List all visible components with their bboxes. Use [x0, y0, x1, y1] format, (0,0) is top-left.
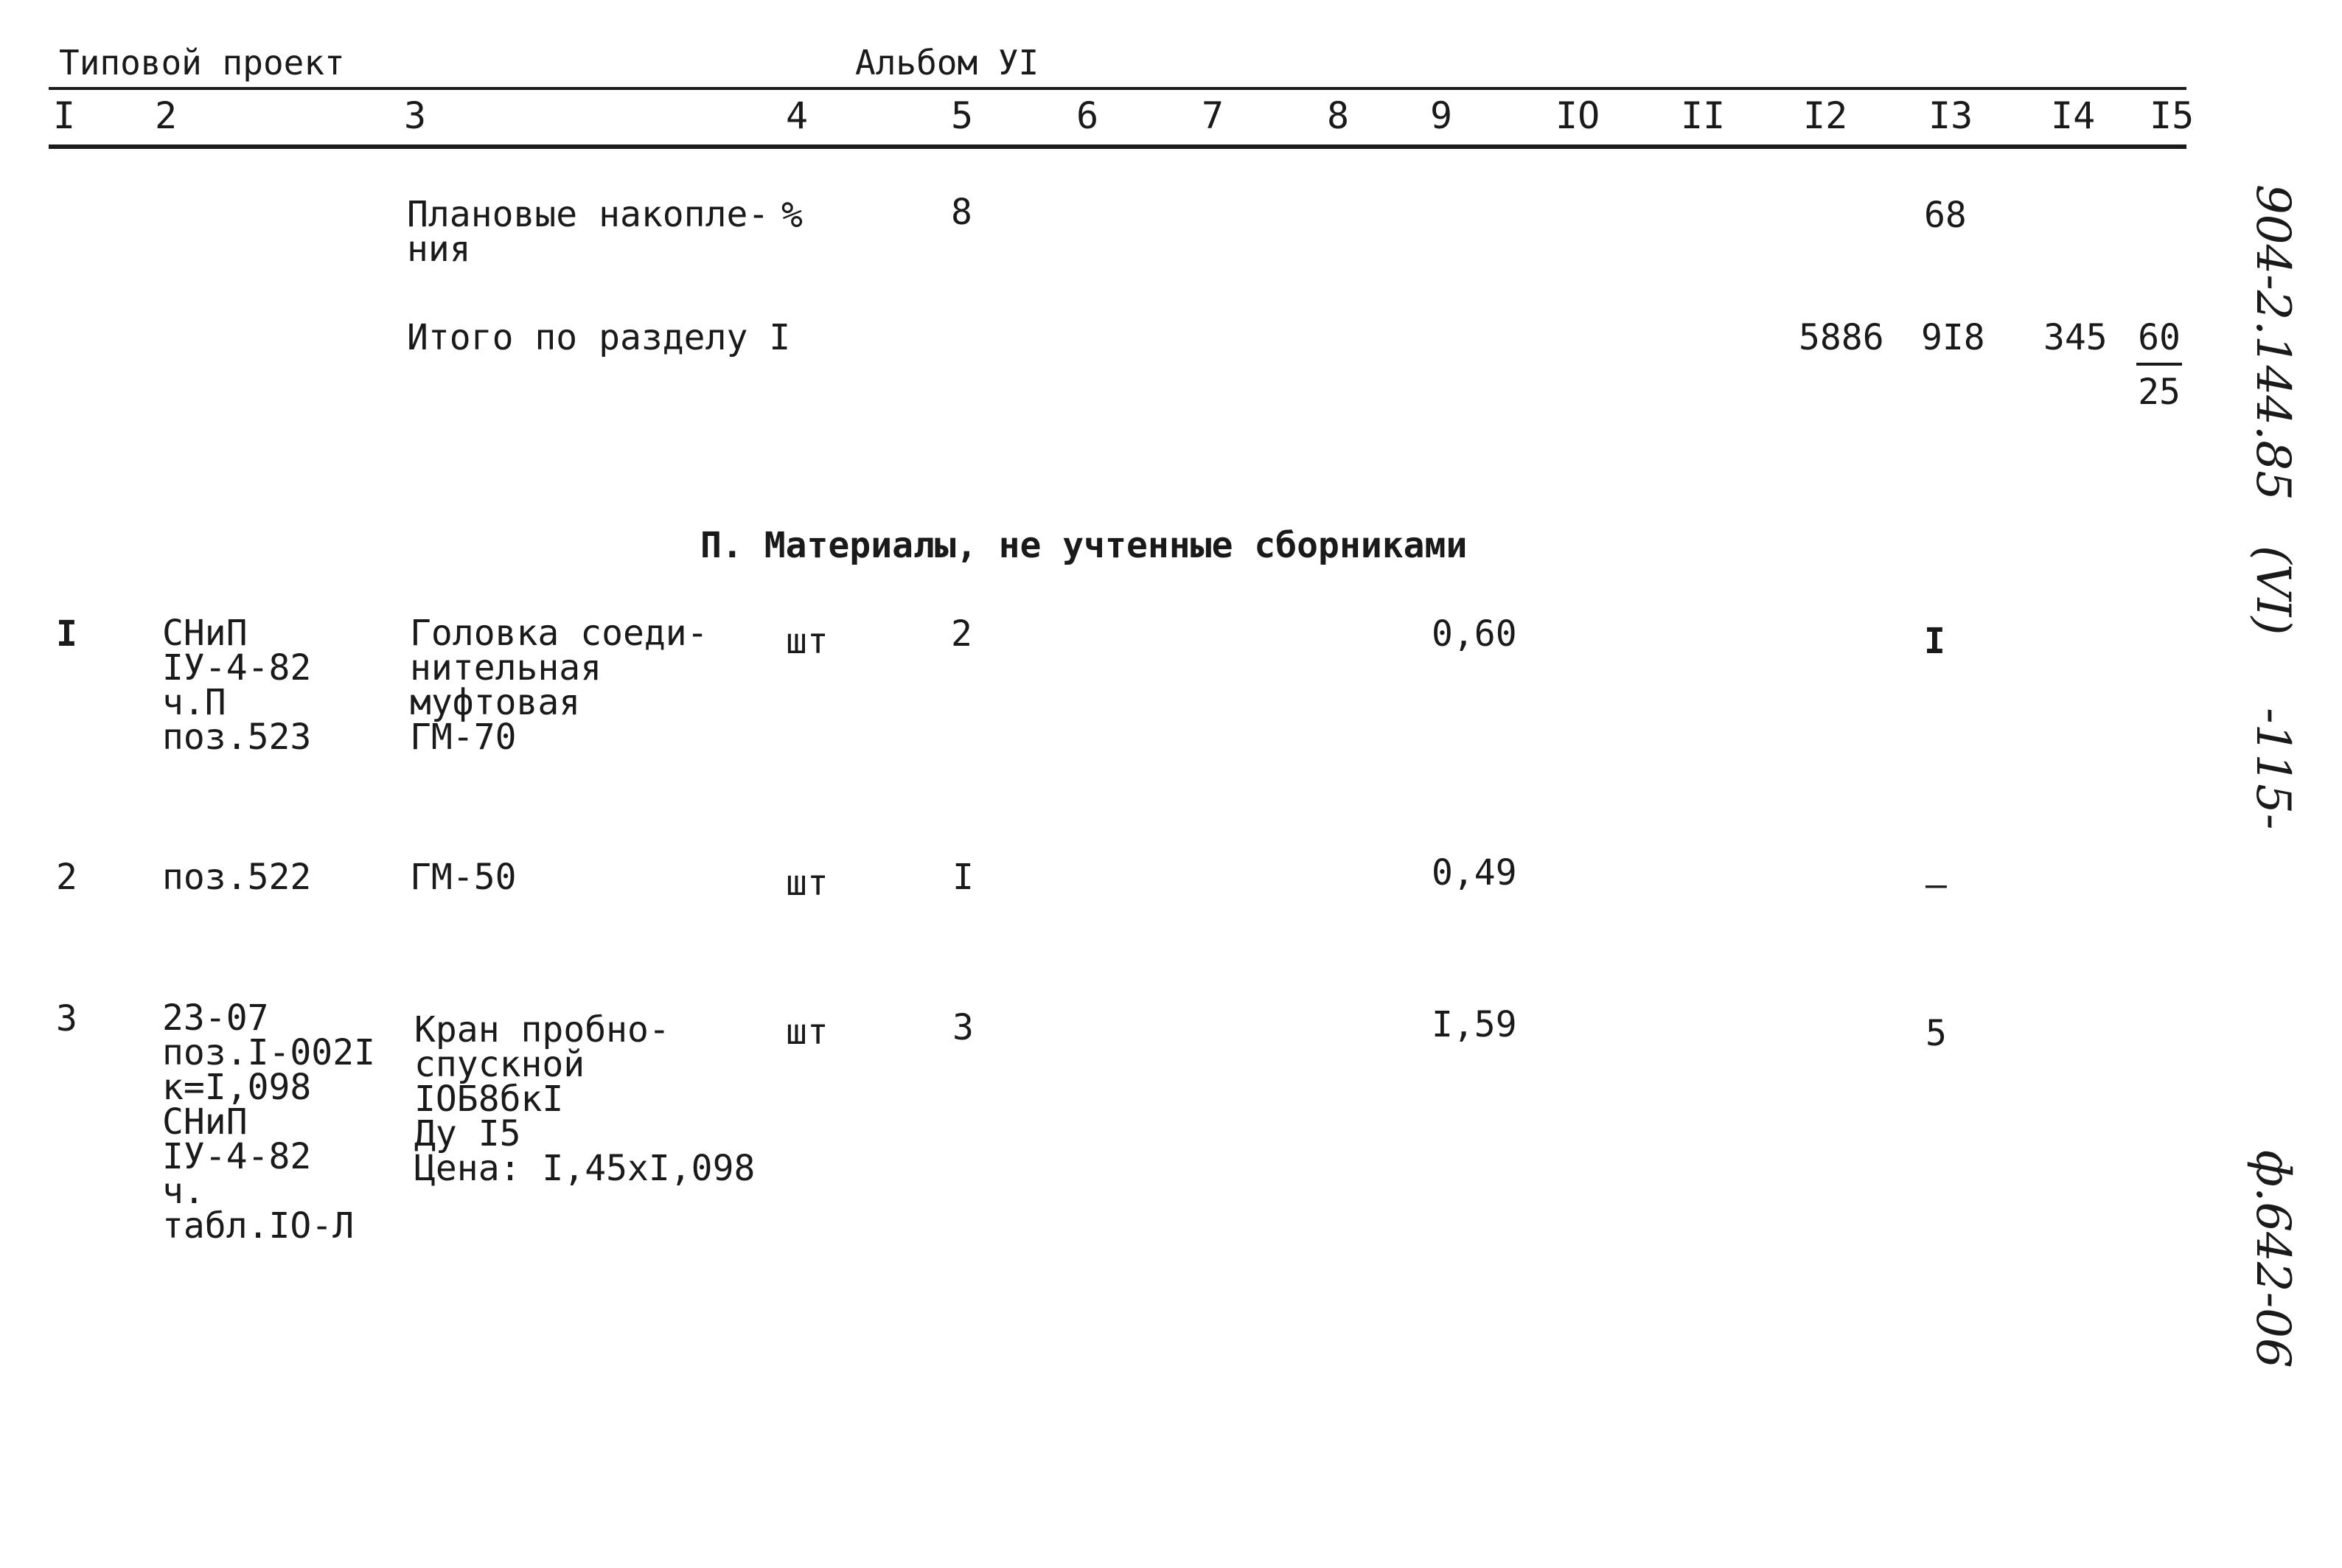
col-7-header: 7 [1202, 94, 1224, 137]
margin-page-number: -115- [2245, 708, 2300, 830]
row1-col13: I [1924, 621, 1945, 662]
row3-col13: 5 [1925, 1013, 1947, 1054]
fraction-numerator: 60 [2138, 317, 2181, 358]
fraction-denominator: 25 [2138, 372, 2181, 413]
row3-name: Кран пробно- спускной IOБ8бкI Ду I5 Цена: I,45хI,098 [414, 1009, 756, 1190]
row2-col9: 0,49 [1432, 852, 1517, 893]
margin-document-code: 904-2.144.85 [2245, 184, 2300, 501]
section1-total-col14: 345 [2043, 317, 2108, 358]
section1-total-col12: 5886 [1799, 317, 1884, 358]
row2-name: ГМ-50 [410, 857, 517, 898]
row1-number: I [56, 613, 77, 655]
col-2-header: 2 [155, 94, 178, 137]
section1-total-name: Итого по разделу I [407, 317, 791, 358]
planned-savings-unit: % [781, 195, 803, 236]
col-11-header: II [1681, 94, 1726, 137]
col-1-header: I [53, 94, 76, 137]
col-3-header: 3 [404, 94, 427, 137]
fraction-bar [2136, 363, 2182, 366]
row2-number: 2 [56, 857, 77, 898]
row1-col5: 2 [951, 613, 972, 655]
row3-number: 3 [56, 998, 77, 1039]
row2-col5: I [952, 857, 974, 898]
header-bottom-rule [49, 144, 2186, 149]
row2-reference: поз.522 [162, 857, 312, 898]
col-8-header: 8 [1327, 94, 1350, 137]
section1-total-col13: 9I8 [1921, 317, 1985, 358]
col-10-header: IO [1555, 94, 1600, 137]
row3-col9: I,59 [1432, 1004, 1517, 1045]
row2-unit: шт [786, 863, 829, 904]
row1-col9: 0,60 [1432, 613, 1517, 655]
header-project-label: Типовой проект [59, 43, 345, 83]
header-album-label: Альбом УI [855, 43, 1039, 83]
header-top-rule [49, 87, 2186, 90]
planned-savings-name: Плановые накопле- ния [407, 194, 770, 271]
planned-savings-col5: 8 [951, 192, 972, 233]
col-12-header: I2 [1803, 94, 1848, 137]
col-6-header: 6 [1076, 94, 1099, 137]
col-5-header: 5 [951, 94, 974, 137]
planned-savings-col13: 68 [1924, 195, 1967, 236]
row1-name: Головка соеди- нительная муфтовая ГМ-70 [410, 613, 708, 759]
row3-col5: 3 [952, 1007, 974, 1048]
section2-title: П. Материалы, не учтенные сборниками [700, 525, 1468, 566]
row2-col13: – [1925, 864, 1947, 905]
margin-album-number: (VI) [2245, 546, 2300, 635]
section1-total-col15-fraction [2136, 317, 2182, 413]
col-9-header: 9 [1430, 94, 1453, 137]
col-4-header: 4 [786, 94, 809, 137]
row1-unit: шт [786, 621, 829, 662]
margin-stamp-code: ф.642-06 [2245, 1150, 2300, 1368]
col-15-header: I5 [2150, 94, 2195, 137]
col-13-header: I3 [1928, 94, 1973, 137]
row3-reference: 23-07 поз.I-002I к=I,098 СНиП IУ-4-82 ч. табл.IO-Л [162, 997, 375, 1247]
row3-unit: шт [786, 1011, 829, 1053]
col-14-header: I4 [2051, 94, 2096, 137]
row1-reference: СНиП IУ-4-82 ч.П поз.523 [162, 613, 312, 759]
